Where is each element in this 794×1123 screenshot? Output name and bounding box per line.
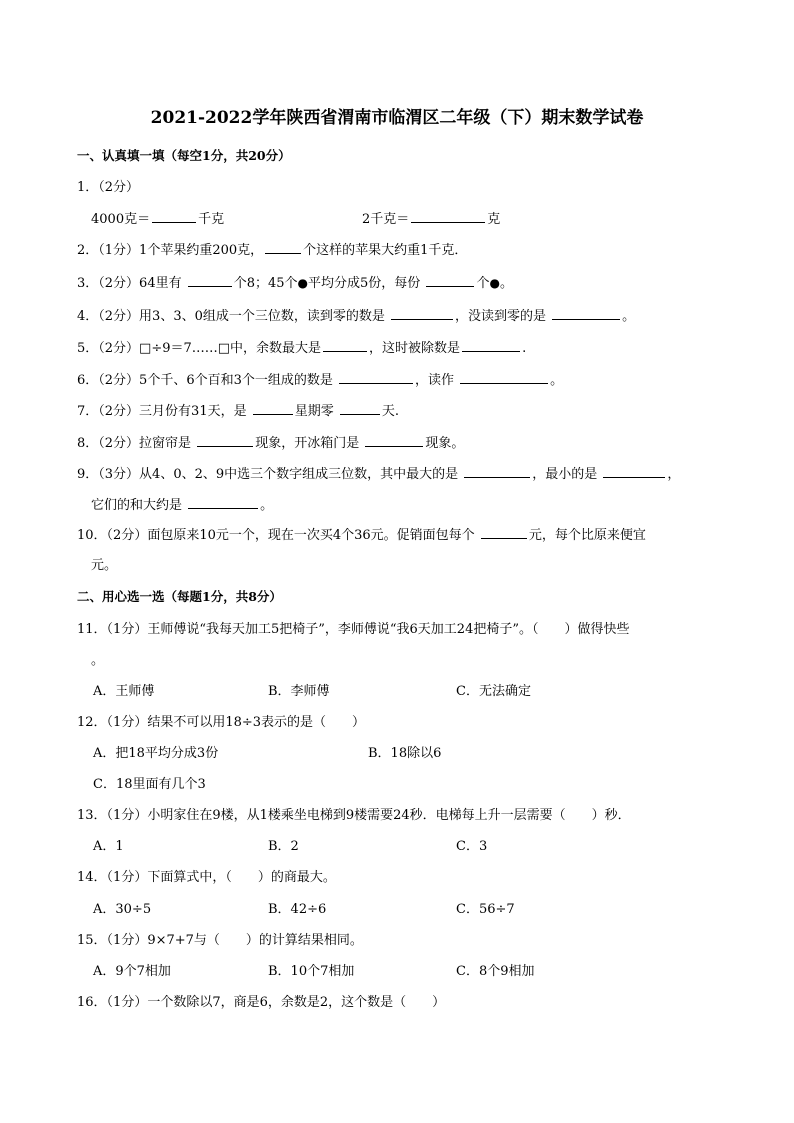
option-c[interactable]: C．18里面有几个3 xyxy=(93,777,206,792)
option-b[interactable]: B．18除以6 xyxy=(368,746,442,761)
answer-blank[interactable] xyxy=(197,433,253,447)
option-b[interactable]: B．10个7相加 xyxy=(268,964,355,979)
question-10: 10．（2分）面包原来10元一个，现在一次买4个36元。促销面包每个 元，每个比原来便宜 xyxy=(77,524,646,543)
question-12-stem: 12．（1分）结果不可以用18÷3表示的是（ ） xyxy=(77,715,366,730)
option-b[interactable]: B．李师傅 xyxy=(268,684,330,699)
answer-blank[interactable] xyxy=(464,464,530,478)
question-1-head: 1．（2分） xyxy=(77,180,140,195)
option-a[interactable]: A．把18平均分成3份 xyxy=(93,746,219,761)
answer-blank[interactable] xyxy=(426,273,474,287)
section-heading-fill-in: 一、认真填一填（每空1分，共20分） xyxy=(77,148,291,163)
option-a[interactable]: A．王师傅 xyxy=(93,684,155,699)
question-1-body: 4000克＝ 千克 xyxy=(91,208,224,227)
question-3: 3．（2分）64里有 个8；45个●平均分成5份，每份 个●。 xyxy=(77,272,513,291)
question-5: 5．（2分）□÷9＝7……□中，余数最大是 ，这时被除数是 . xyxy=(77,337,526,356)
option-b[interactable]: B．2 xyxy=(268,839,299,854)
option-c[interactable]: C．3 xyxy=(456,839,488,854)
answer-blank[interactable] xyxy=(462,338,520,352)
question-9-cont: 它们的和大约是 。 xyxy=(91,494,273,513)
answer-blank[interactable] xyxy=(253,401,293,415)
question-4: 4．（2分）用3、3、0组成一个三位数，读到零的数是 ，没读到零的是 。 xyxy=(77,305,635,324)
question-9: 9．（3分）从4、0、2、9中选三个数字组成三位数，其中最大的是 ，最小的是 ， xyxy=(77,463,680,482)
option-b[interactable]: B．42÷6 xyxy=(268,902,327,917)
answer-blank[interactable] xyxy=(365,433,423,447)
answer-blank[interactable] xyxy=(188,273,232,287)
answer-blank[interactable] xyxy=(339,370,413,384)
answer-blank[interactable] xyxy=(603,464,665,478)
answer-blank[interactable] xyxy=(188,495,258,509)
question-2: 2．（1分）1个苹果约重200克， 个这样的苹果大约重1千克． xyxy=(77,239,467,258)
question-11-stem: 11．（1分）王师傅说“我每天加工5把椅子”，李师傅说“我6天加工24把椅子”。（ ）做得快些 xyxy=(77,622,630,637)
dot-icon: ● xyxy=(489,276,500,290)
answer-blank[interactable] xyxy=(265,240,301,254)
question-16-stem: 16．（1分）一个数除以7，商是6，余数是2，这个数是（ ） xyxy=(77,995,446,1010)
answer-blank[interactable] xyxy=(552,306,620,320)
option-c[interactable]: C．8个9相加 xyxy=(456,964,535,979)
answer-blank[interactable] xyxy=(411,209,485,223)
answer-blank[interactable] xyxy=(391,306,453,320)
answer-blank[interactable] xyxy=(481,525,527,539)
question-1-body-b: 2千克＝ 克 xyxy=(362,208,500,227)
page-title: 2021-2022学年陕西省渭南市临渭区二年级（下）期末数学试卷 xyxy=(150,108,644,128)
question-7: 7．（2分）三月份有31天，是 星期零 天. xyxy=(77,400,399,419)
question-13-stem: 13．（1分）小明家住在9楼，从1楼乘坐电梯到9楼需要24秒．电梯每上升一层需要（ ）秒． xyxy=(77,808,631,823)
option-c[interactable]: C．56÷7 xyxy=(456,902,515,917)
option-a[interactable]: A．1 xyxy=(93,839,124,854)
question-8: 8．（2分）拉窗帘是 现象，开冰箱门是 现象。 xyxy=(77,432,464,451)
question-10-cont: 元。 xyxy=(91,558,118,573)
answer-blank[interactable] xyxy=(323,338,367,352)
option-a[interactable]: A．30÷5 xyxy=(93,902,152,917)
question-14-stem: 14．（1分）下面算式中，（ ）的商最大。 xyxy=(77,870,336,885)
question-6: 6．（2分）5个千、6个百和3个一组成的数是 ，读作 。 xyxy=(77,369,563,388)
answer-blank[interactable] xyxy=(340,401,380,415)
question-11-stem-cont: 。 xyxy=(91,653,105,668)
section-heading-choice: 二、用心选一选（每题1分，共8分） xyxy=(77,589,282,604)
option-a[interactable]: A．9个7相加 xyxy=(93,964,171,979)
option-c[interactable]: C．无法确定 xyxy=(456,684,531,699)
answer-blank[interactable] xyxy=(152,209,196,223)
answer-blank[interactable] xyxy=(460,370,548,384)
question-15-stem: 15．（1分）9×7+7与（ ）的计算结果相同。 xyxy=(77,933,363,948)
dot-icon: ● xyxy=(297,276,309,290)
